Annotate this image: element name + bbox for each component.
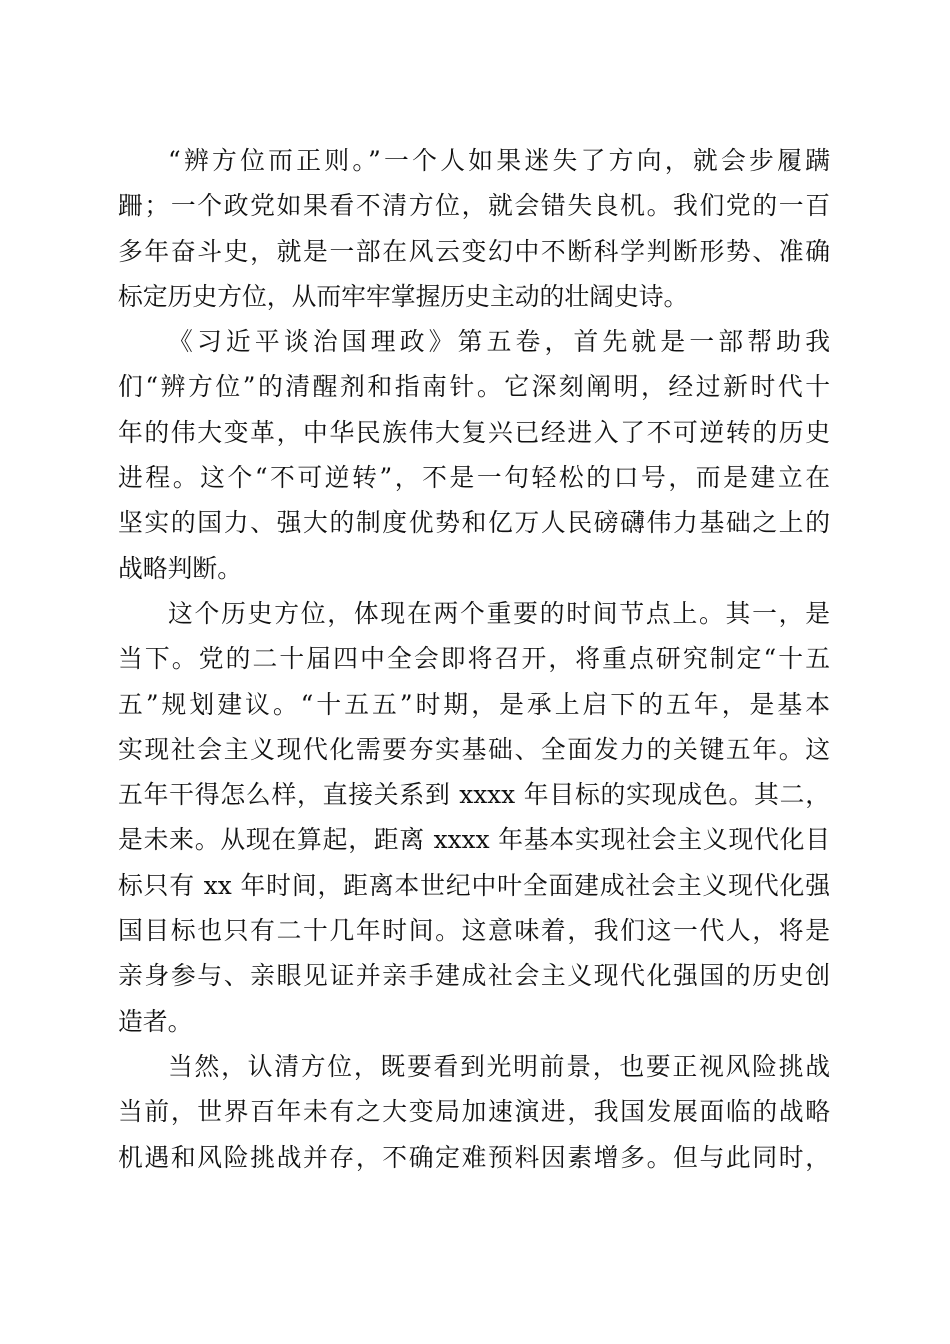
text-line: 多年奋斗史，就是一部在风云变幻中不断科学判断形势、准确 (118, 236, 830, 266)
text-line: 进程。这个“不可逆转”，不是一句轻松的口号，而是建立在 (118, 463, 830, 493)
document-body (118, 138, 830, 1180)
text-line: 当然，认清方位，既要看到光明前景，也要正视风险挑战 (168, 1051, 830, 1081)
text-line: 标定历史方位，从而牢牢掌握历史主动的壮阔史诗。 (118, 281, 689, 311)
text-line: 们“辨方位”的清醒剂和指南针。它深刻阐明，经过新时代十 (118, 372, 830, 402)
text-line: 亲身参与、亲眼见证并亲手建成社会主义现代化强国的历史创 (118, 961, 830, 991)
text-line: 当下。党的二十届四中全会即将召开，将重点研究制定“十五 (118, 644, 830, 674)
text-line: 五”规划建议。“十五五”时期，是承上启下的五年，是基本 (118, 689, 830, 719)
text-line: 年的伟大变革，中华民族伟大复兴已经进入了不可逆转的历史 (118, 417, 830, 447)
text-line: 实现社会主义现代化需要夯实基础、全面发力的关键五年。这 (118, 734, 830, 764)
text-line: 机遇和风险挑战并存，不确定难预料因素增多。但与此同时， (118, 1142, 830, 1172)
text-line: 五年干得怎么样，直接关系到 xxxx 年目标的实现成色。其二， (118, 780, 830, 810)
paragraph-4 (118, 1044, 830, 1180)
text-line: “辨方位而正则。”一个人如果迷失了方向，就会步履蹒 (168, 146, 830, 175)
paragraph-2 (118, 319, 830, 591)
text-line: 战略判断。 (118, 553, 242, 583)
text-line: 跚；一个政党如果看不清方位，就会错失良机。我们党的一百 (118, 191, 830, 221)
text-line: 造者。 (118, 1006, 193, 1036)
text-line: 是未来。从现在算起，距离 xxxx 年基本实现社会主义现代化目 (118, 825, 830, 855)
paragraph-1 (118, 138, 830, 319)
text-line: 国目标也只有二十几年时间。这意味着，我们这一代人，将是 (118, 916, 830, 946)
text-line: 标只有 xx 年时间，距离本世纪中叶全面建成社会主义现代化强 (118, 870, 830, 900)
paragraph-3 (118, 591, 830, 1044)
text-line: 《习近平谈治国理政》第五卷，首先就是一部帮助我 (168, 327, 830, 357)
text-line: 这个历史方位，体现在两个重要的时间节点上。其一，是 (168, 598, 830, 628)
text-line: 当前，世界百年未有之大变局加速演进，我国发展面临的战略 (118, 1097, 830, 1127)
text-line: 坚实的国力、强大的制度优势和亿万人民磅礴伟力基础之上的 (118, 508, 830, 538)
